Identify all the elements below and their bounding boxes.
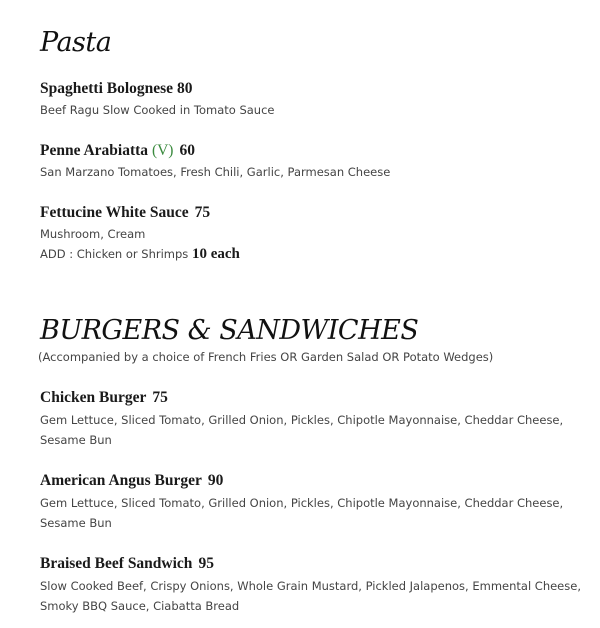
menu-item-name (40, 142, 195, 160)
item-addon (40, 246, 240, 263)
item-price: 95 (198, 555, 214, 572)
item-name: Chicken Burger (40, 389, 147, 406)
item-description: Slow Cooked Beef, Crispy Onions, Whole Grain Mustard, Pickled Jalapenos, Emmental Cheese, (40, 579, 581, 593)
item-description: Sesame Bun (40, 433, 112, 447)
addon-price: 10 each (191, 246, 240, 262)
menu-item-name (40, 389, 168, 407)
item-price: 75 (152, 389, 168, 406)
menu-item-name (40, 555, 214, 573)
section-title-burgers: BURGERS & SANDWICHES (40, 315, 419, 346)
menu-item-name (40, 80, 192, 98)
item-name: American Angus Burger (40, 472, 202, 489)
menu-item-name (40, 204, 210, 222)
item-description: San Marzano Tomatoes, Fresh Chili, Garlic, Parmesan Cheese (40, 165, 391, 179)
item-description: Mushroom, Cream (40, 227, 146, 241)
item-description: Gem Lettuce, Sliced Tomato, Grilled Onion, Pickles, Chipotle Mayonnaise, Cheddar Cheese, (40, 413, 564, 427)
item-description: Beef Ragu Slow Cooked in Tomato Sauce (40, 103, 275, 117)
item-name: Spaghetti Bolognese (40, 80, 174, 97)
section-subtitle: (Accompanied by a choice of French Fries OR Garden Salad OR Potato Wedges) (38, 350, 494, 364)
vegetarian-badge: (V) (151, 142, 174, 159)
item-price: 90 (207, 472, 224, 489)
item-name: Fettucine White Sauce (40, 204, 189, 221)
item-price: 60 (179, 142, 195, 159)
item-price: 80 (176, 80, 193, 97)
item-description: Gem Lettuce, Sliced Tomato, Grilled Onion, Pickles, Chipotle Mayonnaise, Cheddar Cheese, (40, 496, 564, 510)
addon-label: ADD : Chicken or Shrimps (40, 247, 189, 261)
item-name: Braised Beef Sandwich (40, 555, 193, 572)
item-description: Sesame Bun (40, 516, 112, 530)
menu-item-name (40, 472, 223, 490)
section-title-pasta: Pasta (40, 27, 112, 58)
item-price: 75 (194, 204, 211, 221)
item-description: Smoky BBQ Sauce, Ciabatta Bread (40, 599, 240, 613)
item-name: Penne Arabiatta (40, 142, 149, 159)
